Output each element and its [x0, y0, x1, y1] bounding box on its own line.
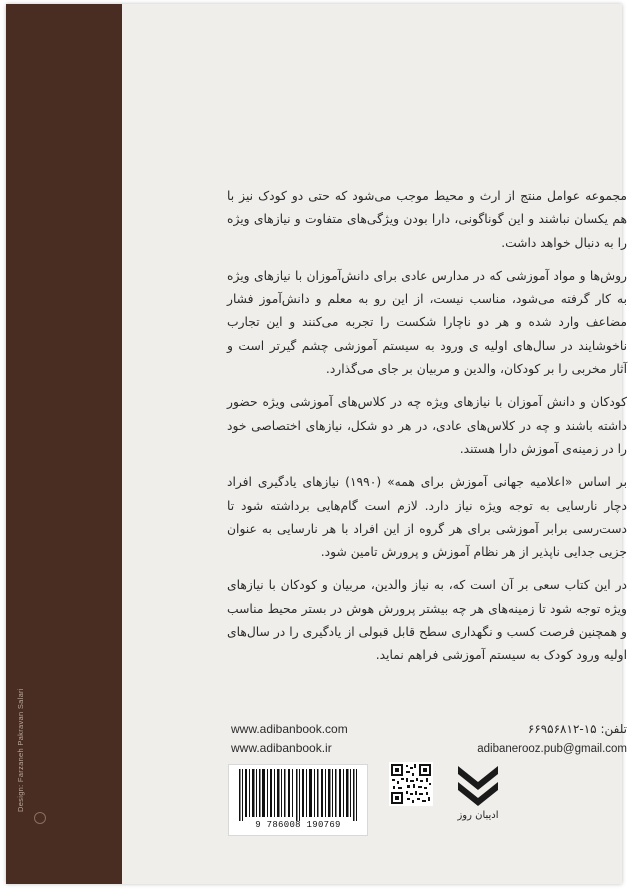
blurb-paragraph: مجموعه عوامل منتج از ارث و محیط موجب می‌شود که حتی دو کودک نیز با هم یکسان نباشند و این گوناگونی، دارا بودن ویژگی‌های متفاوت و نیازهای ویژه را به دنبال خواهد داشت.: [227, 189, 627, 250]
isbn-barcode: [228, 764, 368, 836]
spine-emblem-icon: [34, 812, 46, 824]
blurb-paragraph: در این کتاب سعی بر آن است که، به نیاز والدین، مربیان و کودکان با نیازهای ویژه توجه شود تا زمینه‌های هر چه بیشتر پرورش هوش در بستر محیط مناسب و همچنین فرصت کسب و نگهداری سطح قابل قبولی از یادگیری را در سال‌های اولیه ورود کودک به سیستم آموزشی فراهم نماید.: [227, 578, 627, 663]
blurb-paragraph: روش‌ها و مواد آموزشی که در مدارس عادی برای دانش‌آموزان با نیازهای ویژه به کار گرفته می‌شود، مناسب نیست، از این رو به معلم و دانش‌آموز فشار مضاعف وارد شده و هر دو ناچارا شکست را تجربه می‌کنند و این تجارب ناخوشایند در سال‌های اولیه ی ورود به سیستم آموزشی چشم گیرتر است و آثار مخربی را بر کودکان، والدین و مربیان بر جای می‌گذارد.: [227, 268, 627, 377]
designer-credit: Design: Farzaneh Pakravan Salari: [16, 688, 25, 812]
spine-strip: [6, 4, 122, 884]
blurb-text: [227, 185, 627, 678]
publisher-chevron-logo-icon: [453, 760, 503, 810]
contact-block: [227, 719, 627, 759]
blurb-paragraph: بر اساس «اعلامیه جهانی آموزش برای همه» (۱۹۹۰) نیازهای یادگیری افراد دچار نارسایی به توجه ویژه نیاز دارد. لازم است گام‌هایی برداشته شود تا دست‌رسی برابر آموزشی برای هر گروه از این افراد با هر نارسایی به عنوان جزیی جدایی ناپذیر از هر نظام آموزش و پرورش تامین شود.: [227, 475, 627, 560]
website-link[interactable]: www.adibanbook.ir: [231, 741, 332, 755]
qr-code-icon: [389, 762, 433, 806]
email-address[interactable]: adibanerooz.pub@gmail.com: [477, 743, 627, 755]
publisher-name: ادیبان روز: [457, 810, 499, 821]
phone-number: تلفن: ۱۵-۶۶۹۵۶۸۱۲: [527, 722, 627, 736]
website-link[interactable]: www.adibanbook.com: [231, 722, 348, 736]
isbn-number: 9 786008 190769: [255, 820, 341, 830]
blurb-paragraph: کودکان و دانش آموزان با نیازهای ویژه چه در کلاس‌های آموزشی ویژه حضور داشته باشند و چه در کلاس‌های عادی، در هر دو شکل، نیازهای اختصاصی خود را در زمینه‌ی آموزش دارا هستند.: [227, 395, 627, 456]
back-cover: [6, 4, 627, 884]
barcode-icon: [237, 769, 359, 821]
website-list: [231, 719, 348, 757]
